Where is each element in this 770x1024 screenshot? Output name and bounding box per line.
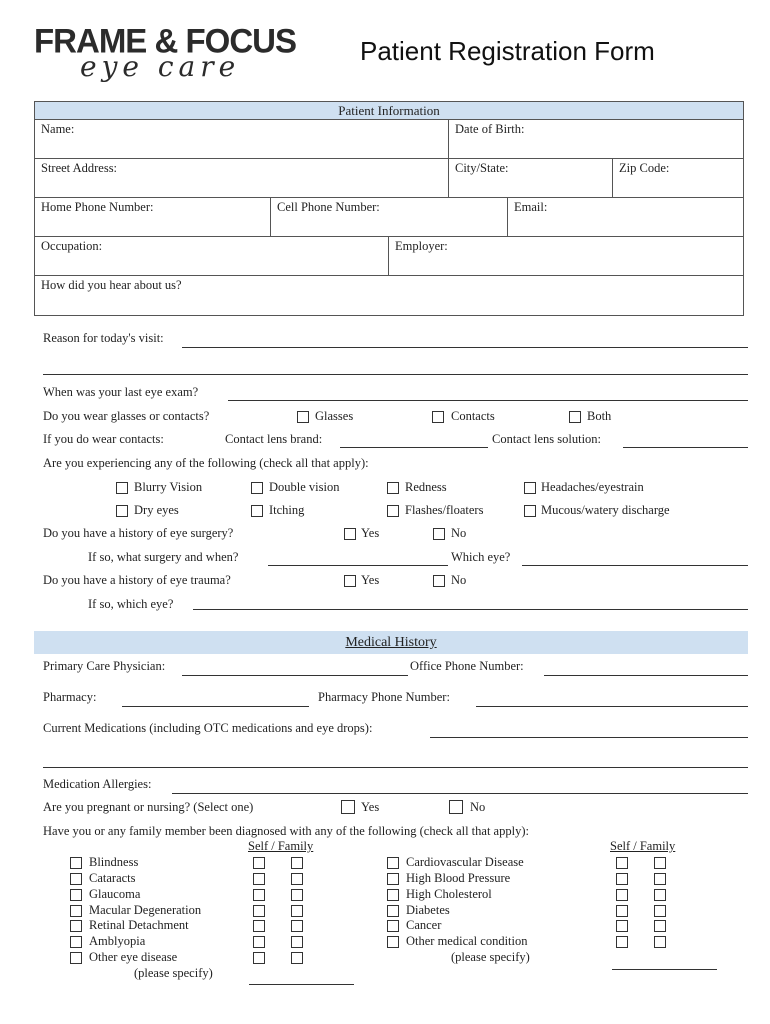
family-checkbox[interactable]: [654, 873, 666, 885]
trauma-question: Do you have a history of eye trauma?: [43, 573, 231, 587]
symptom-label: Blurry Vision: [134, 480, 203, 494]
allergies-input-line[interactable]: [172, 793, 748, 794]
contacts-checkbox[interactable]: [432, 411, 444, 423]
surgery-question: Do you have a history of eye surgery?: [43, 526, 234, 540]
redness-checkbox[interactable]: [387, 482, 399, 494]
condition-label: Cardiovascular Disease: [406, 855, 524, 869]
trauma-yes-label: Yes: [361, 573, 380, 587]
symptom-label: Mucous/watery discharge: [541, 503, 670, 517]
lens-brand-input-line[interactable]: [340, 447, 488, 448]
condition-checkbox[interactable]: [387, 889, 399, 901]
allergies-label: Medication Allergies:: [43, 777, 152, 791]
pregnant-yes-checkbox[interactable]: [341, 800, 355, 814]
please-specify-label: (please specify): [134, 966, 213, 980]
wear-question: Do you wear glasses or contacts?: [43, 409, 210, 423]
self-checkbox[interactable]: [616, 905, 628, 917]
office-phone-label: Office Phone Number:: [410, 659, 524, 673]
condition-label: Cancer: [406, 918, 442, 932]
symptom-label: Dry eyes: [134, 503, 179, 517]
reason-input-line[interactable]: [182, 347, 748, 348]
family-checkbox[interactable]: [654, 857, 666, 869]
blurry-vision-checkbox[interactable]: [116, 482, 128, 494]
headaches-checkbox[interactable]: [524, 482, 536, 494]
surgery-no-checkbox[interactable]: [433, 528, 445, 540]
family-checkbox[interactable]: [291, 936, 303, 948]
condition-checkbox[interactable]: [387, 920, 399, 932]
condition-label: High Blood Pressure: [406, 871, 511, 885]
which-eye-label: Which eye?: [451, 550, 511, 564]
medications-label: Current Medications (including OTC medications and eye drops):: [43, 721, 373, 735]
pcp-label: Primary Care Physician:: [43, 659, 166, 673]
trauma-no-checkbox[interactable]: [433, 575, 445, 587]
pregnant-no-label: No: [470, 800, 486, 814]
name-label: Name:: [41, 122, 75, 136]
self-checkbox[interactable]: [253, 889, 265, 901]
experiencing-question: Are you experiencing any of the following (check all that apply):: [43, 456, 369, 470]
lens-solution-input-line[interactable]: [623, 447, 748, 448]
self-checkbox[interactable]: [253, 905, 265, 917]
zip-code-field[interactable]: [613, 159, 743, 197]
trauma-which-eye-input-line[interactable]: [193, 609, 748, 610]
occupation-field[interactable]: [35, 237, 389, 275]
family-checkbox[interactable]: [291, 905, 303, 917]
surgery-when-label: If so, what surgery and when?: [88, 550, 239, 564]
family-checkbox[interactable]: [291, 857, 303, 869]
city-state-field[interactable]: [449, 159, 613, 197]
pharmacy-phone-input-line[interactable]: [476, 706, 748, 707]
family-checkbox[interactable]: [654, 905, 666, 917]
zip-code-label: Zip Code:: [619, 161, 670, 175]
page-title: Patient Registration Form: [360, 36, 655, 66]
reason-label: Reason for today's visit:: [43, 331, 164, 345]
last-exam-input-line[interactable]: [228, 400, 748, 401]
family-question: Have you or any family member been diagnosed with any of the following (check all that apply):: [43, 824, 529, 838]
if-contacts-label: If you do wear contacts:: [43, 432, 164, 446]
condition-checkbox[interactable]: [387, 857, 399, 869]
referral-source-label: How did you hear about us?: [41, 278, 182, 292]
self-checkbox[interactable]: [253, 920, 265, 932]
self-checkbox[interactable]: [616, 889, 628, 901]
condition-checkbox[interactable]: [70, 905, 82, 917]
both-checkbox[interactable]: [569, 411, 581, 423]
patient-information-header: Patient Information: [35, 102, 743, 120]
self-checkbox[interactable]: [253, 952, 265, 964]
lens-brand-label: Contact lens brand:: [225, 432, 323, 446]
condition-label: Cataracts: [89, 871, 136, 885]
trauma-no-label: No: [451, 573, 467, 587]
symptom-label: Headaches/eyestrain: [541, 480, 644, 494]
dry-eyes-checkbox[interactable]: [116, 505, 128, 517]
medications-input-line[interactable]: [430, 737, 748, 738]
cell-phone-label: Cell Phone Number:: [277, 200, 380, 214]
symptom-label: Itching: [269, 503, 305, 517]
self-family-header-left: Self / Family: [248, 839, 314, 853]
family-checkbox[interactable]: [291, 873, 303, 885]
self-family-header-right: Self / Family: [610, 839, 676, 853]
condition-checkbox[interactable]: [387, 873, 399, 885]
self-checkbox[interactable]: [616, 920, 628, 932]
mucous-discharge-checkbox[interactable]: [524, 505, 536, 517]
condition-label: Diabetes: [406, 903, 450, 917]
pregnant-yes-label: Yes: [361, 800, 380, 814]
condition-label: Retinal Detachment: [89, 918, 189, 932]
self-checkbox[interactable]: [253, 936, 265, 948]
pharmacy-phone-label: Pharmacy Phone Number:: [318, 690, 450, 704]
dob-field[interactable]: [449, 120, 743, 158]
family-checkbox[interactable]: [654, 920, 666, 932]
reason-input-line-2[interactable]: [43, 374, 748, 375]
pharmacy-input-line[interactable]: [122, 706, 309, 707]
lens-solution-label: Contact lens solution:: [492, 432, 602, 446]
name-field[interactable]: [35, 120, 449, 158]
condition-label: Other eye disease: [89, 950, 178, 964]
condition-label: Other medical condition: [406, 934, 528, 948]
surgery-when-input-line[interactable]: [268, 565, 448, 566]
family-checkbox[interactable]: [291, 889, 303, 901]
cell-phone-field[interactable]: [271, 198, 508, 236]
city-state-label: City/State:: [455, 161, 509, 175]
pregnant-no-checkbox[interactable]: [449, 800, 463, 814]
which-eye-input-line[interactable]: [522, 565, 748, 566]
other-eye-disease-input-line[interactable]: [249, 984, 354, 985]
family-checkbox[interactable]: [291, 952, 303, 964]
condition-label: Blindness: [89, 855, 139, 869]
both-label: Both: [587, 409, 612, 423]
street-address-field[interactable]: [35, 159, 449, 197]
contacts-label: Contacts: [451, 409, 495, 423]
occupation-label: Occupation:: [41, 239, 103, 253]
flashes-floaters-checkbox[interactable]: [387, 505, 399, 517]
employer-label: Employer:: [395, 239, 448, 253]
self-checkbox[interactable]: [616, 936, 628, 948]
please-specify-label: (please specify): [451, 950, 530, 964]
email-label: Email:: [514, 200, 548, 214]
street-address-label: Street Address:: [41, 161, 118, 175]
symptom-label: Double vision: [269, 480, 340, 494]
glasses-checkbox[interactable]: [297, 411, 309, 423]
condition-checkbox[interactable]: [70, 952, 82, 964]
self-checkbox[interactable]: [616, 873, 628, 885]
family-checkbox[interactable]: [291, 920, 303, 932]
condition-label: High Cholesterol: [406, 887, 492, 901]
condition-label: Glaucoma: [89, 887, 141, 901]
trauma-which-eye-label: If so, which eye?: [88, 597, 174, 611]
office-phone-input-line[interactable]: [544, 675, 748, 676]
self-checkbox[interactable]: [253, 873, 265, 885]
referral-source-field[interactable]: [35, 276, 743, 315]
medications-input-line-2[interactable]: [43, 767, 748, 768]
double-vision-checkbox[interactable]: [251, 482, 263, 494]
self-checkbox[interactable]: [616, 857, 628, 869]
pregnant-question: Are you pregnant or nursing? (Select one): [43, 800, 254, 814]
email-field[interactable]: [508, 198, 743, 236]
surgery-yes-label: Yes: [361, 526, 380, 540]
family-checkbox[interactable]: [654, 936, 666, 948]
condition-checkbox[interactable]: [70, 920, 82, 932]
condition-checkbox[interactable]: [70, 873, 82, 885]
home-phone-label: Home Phone Number:: [41, 200, 154, 214]
employer-field[interactable]: [389, 237, 743, 275]
medical-history-header: Medical History: [34, 631, 748, 654]
condition-label: Amblyopia: [89, 934, 146, 948]
family-checkbox[interactable]: [654, 889, 666, 901]
condition-checkbox[interactable]: [70, 857, 82, 869]
symptom-label: Flashes/floaters: [405, 503, 484, 517]
logo-wordmark: FRAME & FOCUS: [34, 21, 296, 60]
surgery-yes-checkbox[interactable]: [344, 528, 356, 540]
pharmacy-label: Pharmacy:: [43, 690, 97, 704]
trauma-yes-checkbox[interactable]: [344, 575, 356, 587]
self-checkbox[interactable]: [253, 857, 265, 869]
glasses-label: Glasses: [315, 409, 354, 423]
other-medical-condition-input-line[interactable]: [612, 969, 717, 970]
patient-information-table: [34, 101, 744, 316]
condition-checkbox[interactable]: [70, 889, 82, 901]
symptom-label: Redness: [405, 480, 447, 494]
logo-tagline: eye care: [80, 50, 241, 83]
surgery-no-label: No: [451, 526, 467, 540]
condition-checkbox[interactable]: [387, 905, 399, 917]
itching-checkbox[interactable]: [251, 505, 263, 517]
condition-checkbox[interactable]: [70, 936, 82, 948]
dob-label: Date of Birth:: [455, 122, 525, 136]
last-exam-label: When was your last eye exam?: [43, 385, 199, 399]
condition-checkbox[interactable]: [387, 936, 399, 948]
condition-label: Macular Degeneration: [89, 903, 202, 917]
home-phone-field[interactable]: [35, 198, 271, 236]
pcp-input-line[interactable]: [182, 675, 408, 676]
